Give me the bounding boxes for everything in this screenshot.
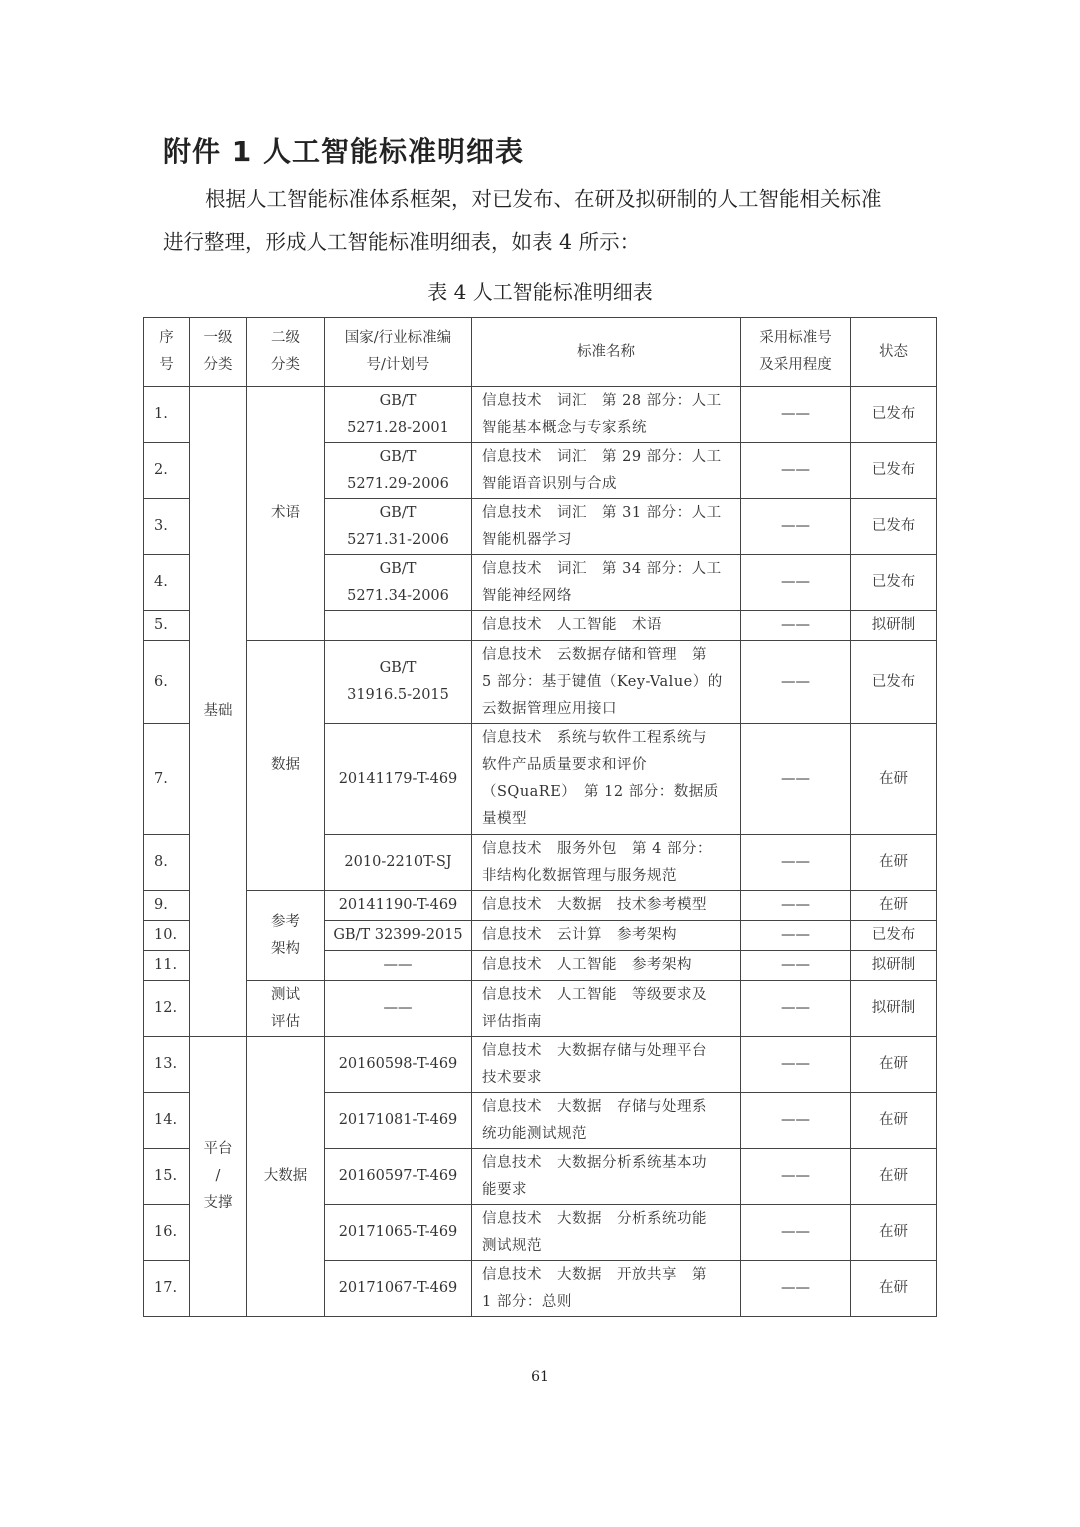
table-row — [144, 387, 937, 443]
cell-seq: 13. — [144, 1037, 190, 1093]
cell-category-2: 大数据 — [247, 1037, 325, 1317]
cell-code — [325, 611, 472, 641]
cell-seq: 1. — [144, 387, 190, 443]
cell-code: 20141179-T-469 — [325, 724, 472, 835]
cell-adopt: —— — [741, 443, 851, 499]
cell-adopt: —— — [741, 1149, 851, 1205]
page-heading: 附件 1 人工智能标准明细表 — [163, 135, 524, 168]
cell-seq: 15. — [144, 1149, 190, 1205]
cell-adopt: —— — [741, 387, 851, 443]
cell-standard-name: 信息技术 词汇 第 31 部分：人工 智能机器学习 — [472, 499, 741, 555]
cell-standard-name: 信息技术 大数据分析系统基本功 能要求 — [472, 1149, 741, 1205]
cell-seq: 9. — [144, 891, 190, 921]
cell-seq: 10. — [144, 921, 190, 951]
cell-adopt: —— — [741, 499, 851, 555]
cell-adopt: —— — [741, 891, 851, 921]
cell-status: 在研 — [851, 1037, 937, 1093]
cell-standard-name: 信息技术 词汇 第 34 部分：人工 智能神经网络 — [472, 555, 741, 611]
cell-status: 在研 — [851, 891, 937, 921]
cell-seq: 3. — [144, 499, 190, 555]
cell-status: 已发布 — [851, 555, 937, 611]
cell-seq: 8. — [144, 835, 190, 891]
cell-standard-name: 信息技术 词汇 第 28 部分：人工 智能基本概念与专家系统 — [472, 387, 741, 443]
cell-seq: 16. — [144, 1205, 190, 1261]
cell-category-1: 平台 / 支撑 — [190, 1037, 247, 1317]
cell-status: 拟研制 — [851, 981, 937, 1037]
cell-adopt: —— — [741, 921, 851, 951]
cell-seq: 14. — [144, 1093, 190, 1149]
cell-category-2: 测试 评估 — [247, 981, 325, 1037]
cell-standard-name: 信息技术 人工智能 等级要求及 评估指南 — [472, 981, 741, 1037]
cell-standard-name: 信息技术 词汇 第 29 部分：人工 智能语音识别与合成 — [472, 443, 741, 499]
cell-code: GB/T 5271.31-2006 — [325, 499, 472, 555]
cell-status: 已发布 — [851, 443, 937, 499]
header-status: 状态 — [851, 318, 937, 387]
cell-adopt: —— — [741, 641, 851, 724]
cell-seq: 7. — [144, 724, 190, 835]
cell-code: —— — [325, 981, 472, 1037]
cell-status: 在研 — [851, 1149, 937, 1205]
cell-status: 在研 — [851, 1261, 937, 1317]
intro-line: 进行整理，形成人工智能标准明细表，如表 4 所示： — [163, 230, 641, 254]
cell-adopt: —— — [741, 724, 851, 835]
cell-code: GB/T 5271.29-2006 — [325, 443, 472, 499]
cell-standard-name: 信息技术 云计算 参考架构 — [472, 921, 741, 951]
header-code: 国家/行业标准编 号/计划号 — [325, 318, 472, 387]
cell-standard-name: 信息技术 大数据 开放共享 第 1 部分：总则 — [472, 1261, 741, 1317]
cell-seq: 11. — [144, 951, 190, 981]
header-category-2: 二级 分类 — [247, 318, 325, 387]
cell-code: GB/T 5271.28-2001 — [325, 387, 472, 443]
cell-status: 在研 — [851, 724, 937, 835]
cell-status: 拟研制 — [851, 611, 937, 641]
cell-standard-name: 信息技术 大数据存储与处理平台 技术要求 — [472, 1037, 741, 1093]
cell-status: 已发布 — [851, 641, 937, 724]
standards-table — [143, 317, 937, 1317]
cell-standard-name: 信息技术 大数据 技术参考模型 — [472, 891, 741, 921]
cell-code: 20171065-T-469 — [325, 1205, 472, 1261]
cell-code: 20160598-T-469 — [325, 1037, 472, 1093]
intro-paragraph — [163, 178, 923, 264]
cell-standard-name: 信息技术 大数据 存储与处理系 统功能测试规范 — [472, 1093, 741, 1149]
cell-standard-name: 信息技术 人工智能 参考架构 — [472, 951, 741, 981]
cell-adopt: —— — [741, 835, 851, 891]
cell-status: 在研 — [851, 1205, 937, 1261]
cell-standard-name: 信息技术 大数据 分析系统功能 测试规范 — [472, 1205, 741, 1261]
cell-adopt: —— — [741, 1261, 851, 1317]
cell-standard-name: 信息技术 系统与软件工程系统与 软件产品质量要求和评价 （SQuaRE） 第 12 部分：数据质 量模型 — [472, 724, 741, 835]
cell-status: 已发布 — [851, 499, 937, 555]
cell-adopt: —— — [741, 555, 851, 611]
cell-standard-name: 信息技术 服务外包 第 4 部分： 非结构化数据管理与服务规范 — [472, 835, 741, 891]
cell-seq: 12. — [144, 981, 190, 1037]
cell-code: 20171067-T-469 — [325, 1261, 472, 1317]
cell-status: 在研 — [851, 1093, 937, 1149]
cell-standard-name: 信息技术 云数据存储和管理 第 5 部分：基于键值（Key-Value）的 云数据管理应用接口 — [472, 641, 741, 724]
table-row — [144, 641, 937, 724]
cell-code: GB/T 5271.34-2006 — [325, 555, 472, 611]
cell-adopt: —— — [741, 1037, 851, 1093]
table-row — [144, 981, 937, 1037]
table-row — [144, 1037, 937, 1093]
cell-code: 20171081-T-469 — [325, 1093, 472, 1149]
cell-status: 拟研制 — [851, 951, 937, 981]
cell-adopt: —— — [741, 1093, 851, 1149]
cell-code: 20160597-T-469 — [325, 1149, 472, 1205]
cell-category-1: 基础 — [190, 387, 247, 1037]
header-category-1: 一级 分类 — [190, 318, 247, 387]
table-caption: 表 4 人工智能标准明细表 — [427, 280, 653, 304]
header-seq: 序 号 — [144, 318, 190, 387]
cell-standard-name: 信息技术 人工智能 术语 — [472, 611, 741, 641]
intro-line: 根据人工智能标准体系框架，对已发布、在研及拟研制的人工智能相关标准 — [205, 187, 882, 211]
cell-code: —— — [325, 951, 472, 981]
header-name: 标准名称 — [472, 318, 741, 387]
cell-code: GB/T 32399-2015 — [325, 921, 472, 951]
cell-category-2: 术语 — [247, 387, 325, 641]
cell-code: 2010-2210T-SJ — [325, 835, 472, 891]
cell-status: 已发布 — [851, 387, 937, 443]
cell-adopt: —— — [741, 951, 851, 981]
cell-code: 20141190-T-469 — [325, 891, 472, 921]
cell-seq: 6. — [144, 641, 190, 724]
cell-status: 在研 — [851, 835, 937, 891]
table-header-row — [144, 318, 937, 387]
cell-adopt: —— — [741, 611, 851, 641]
cell-adopt: —— — [741, 1205, 851, 1261]
cell-seq: 4. — [144, 555, 190, 611]
cell-category-2: 数据 — [247, 641, 325, 891]
cell-code: GB/T 31916.5-2015 — [325, 641, 472, 724]
cell-seq: 2. — [144, 443, 190, 499]
header-adopt: 采用标准号 及采用程度 — [741, 318, 851, 387]
cell-adopt: —— — [741, 981, 851, 1037]
table-row — [144, 891, 937, 921]
cell-seq: 17. — [144, 1261, 190, 1317]
page-number: 61 — [531, 1369, 549, 1385]
cell-status: 已发布 — [851, 921, 937, 951]
cell-seq: 5. — [144, 611, 190, 641]
cell-category-2: 参考 架构 — [247, 891, 325, 981]
